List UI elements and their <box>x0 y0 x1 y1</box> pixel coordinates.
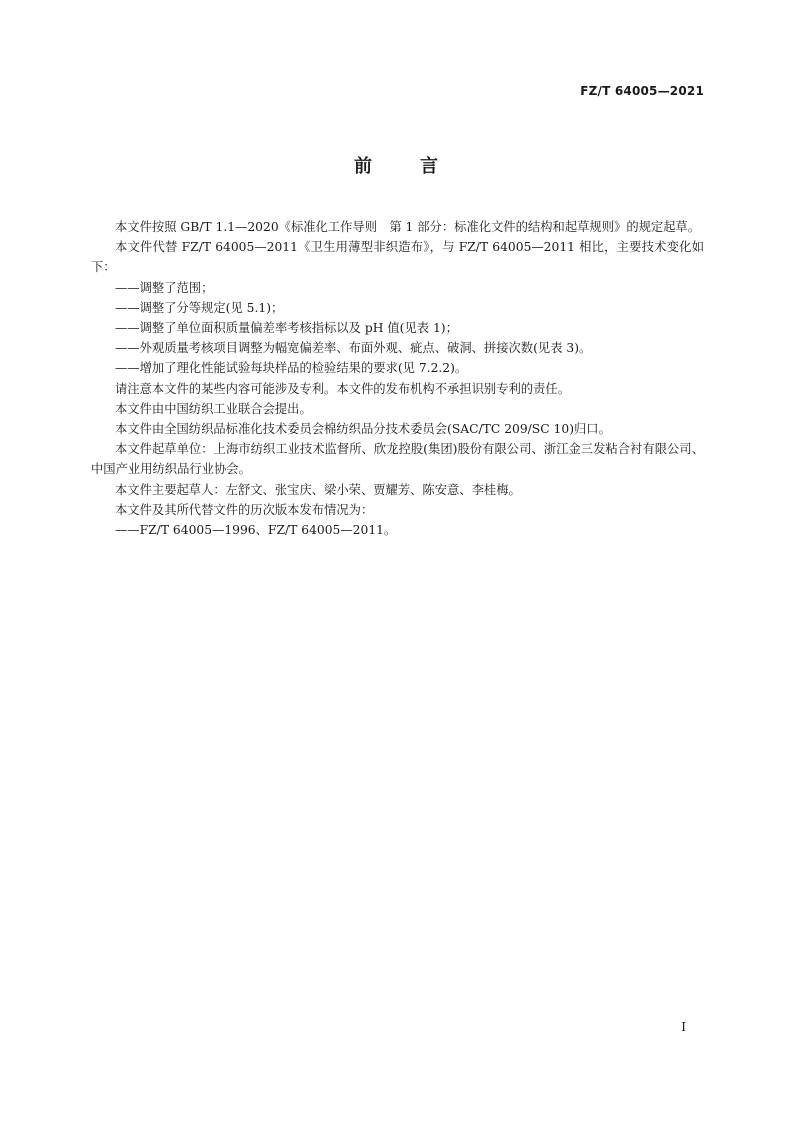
page-number: I <box>681 1020 686 1034</box>
document-code: FZ/T 64005—2021 <box>580 84 704 98</box>
history-item: ——FZ/T 64005—1996、FZ/T 64005—2011。 <box>115 523 397 538</box>
title-char-2: 言 <box>420 156 440 177</box>
paragraph-history-intro: 本文件及其所代替文件的历次版本发布情况为： <box>115 502 374 517</box>
paragraph-proposer: 本文件由中国纺织工业联合会提出。 <box>115 401 312 416</box>
title-char-1: 前 <box>354 156 374 177</box>
paragraph-patent-notice: 请注意本文件的某些内容可能涉及专利。本文件的发布机构不承担识别专利的责任。 <box>115 381 570 396</box>
paragraph-drafting-units: 本文件起草单位：上海市纺织工业技术监督所、欣龙控股(集团)股份有限公司、浙江金三发粘合衬有限公司、中国产业用纺织品行业协会。 <box>91 442 704 477</box>
paragraph-drafting-rule: 本文件按照 GB/T 1.1—2020《标准化工作导则 第 1 部分：标准化文件的结构和起草规则》的规定起草。 <box>115 220 701 234</box>
document-body <box>91 217 704 540</box>
change-item: ——增加了理化性能试验每块样品的检验结果的要求(见 7.2.2)。 <box>115 361 468 376</box>
change-item: ——调整了单位面积质量偏差率考核指标以及 pH 值(见表 1)； <box>115 321 458 336</box>
paragraph-replaces: 本文件代替 FZ/T 64005—2011《卫生用薄型非织造布》，与 FZ/T 64005—2011 相比，主要技术变化如下： <box>91 240 704 275</box>
paragraph-drafters: 本文件主要起草人：左舒文、张宝庆、梁小荣、贾耀芳、陈安意、李桂梅。 <box>115 482 521 497</box>
paragraph-committee: 本文件由全国纺织品标准化技术委员会棉纺织品分技术委员会(SAC/TC 209/SC 10)归口。 <box>115 422 611 437</box>
change-item: ——调整了范围； <box>115 280 214 295</box>
change-item: ——调整了分等规定(见 5.1)； <box>115 300 284 315</box>
page-title <box>0 152 794 178</box>
change-item: ——外观质量考核项目调整为幅宽偏差率、布面外观、疵点、破洞、拼接次数(见表 3)。 <box>115 341 592 356</box>
